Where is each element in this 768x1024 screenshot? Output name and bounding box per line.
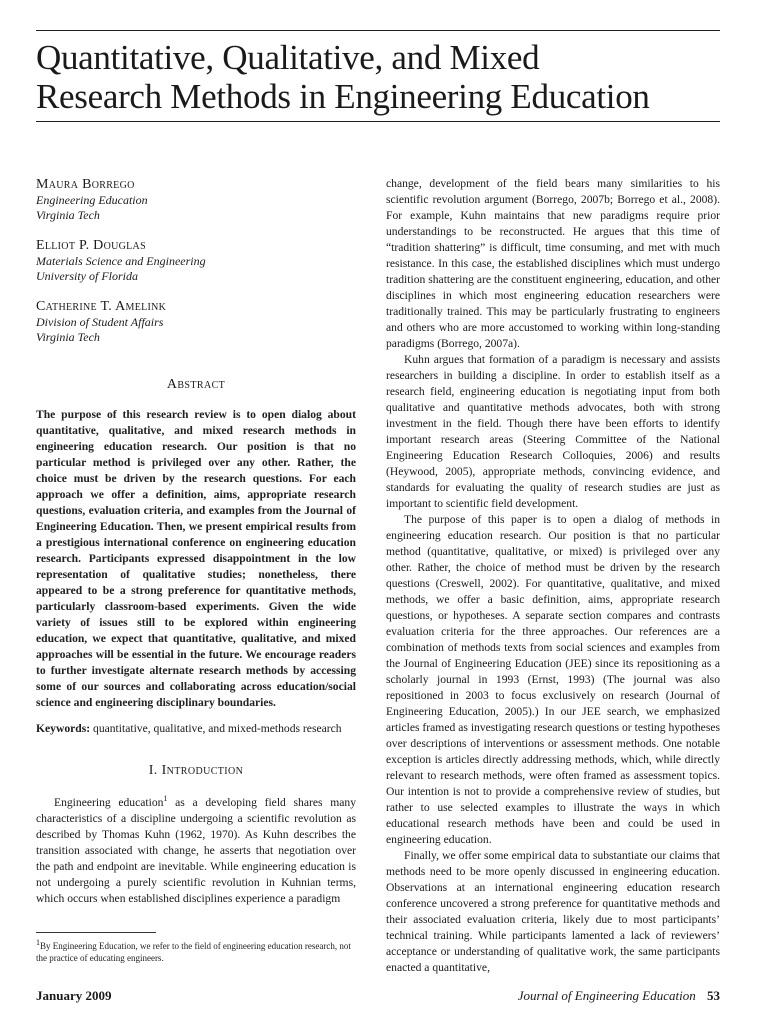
author-institution: Virginia Tech (36, 208, 100, 222)
author-institution: University of Florida (36, 269, 138, 283)
keywords-text: quantitative, qualitative, and mixed-methods research (93, 722, 342, 735)
author-block (36, 298, 356, 345)
body-paragraph: Finally, we offer some empirical data to substantiate our claims that methods need to be more openly discussed in engineering education. Observations at an international engineering education research conference uncovered a strong preference for quantitative methods and their associated evaluation criteria, likely due to most participants’ technical training. While participants lamented a lack of reviewers’ acceptance or understanding of qualitative work, the same participants enacted a quantitative, (386, 849, 720, 974)
intro-paragraph-start: Engineering education (54, 796, 164, 809)
author-name: Catherine T. Amelink (36, 299, 167, 314)
keywords (36, 721, 356, 737)
title-rule (36, 121, 720, 122)
page-number: 53 (707, 988, 720, 1003)
introduction-heading: I. Introduction (148, 763, 244, 778)
footnote (36, 940, 356, 964)
article-title (36, 38, 726, 116)
footnote-reference: 1 (163, 794, 168, 804)
top-rule (36, 30, 720, 31)
body-paragraph: Kuhn argues that formation of a paradigm is necessary and assists researchers in building a discipline. In order to establish itself as a research field, engineering education is negotiating input from both qualitative and quantitative methods advocates, both with strong investment in the field. Though there have been efforts to identify important research areas (Steering Committee of the National Engineering Education Research Colloquies, 2006) and results (Heywood, 2005), appropriate methods, convincing evidence, and standards for evaluating the quality of research studies are just as important to scientific field development. (386, 353, 720, 510)
footer-journal-info (518, 988, 720, 1004)
footnote-mark: 1 (36, 938, 40, 947)
title-line-1: Quantitative, Qualitative, and Mixed (36, 38, 540, 77)
intro-paragraph (36, 795, 356, 907)
author-name: Elliot P. Douglas (36, 238, 146, 253)
title-line-2: Research Methods in Engineering Education (36, 77, 650, 116)
author-affiliation: Engineering Education (36, 193, 148, 207)
abstract-heading: Abstract (166, 377, 226, 392)
abstract-text: The purpose of this research review is to open dialog about quantitative, qualitative, and mixed research methods in engineering education research. Our position is that no particular method is privileged over any other. Rather, the choice must be driven by the research questions. For each approach we offer a definition, aims, appropriate research questions, evaluation criteria, and examples from the Journal of Engineering Education. Then, we present empirical results from a prestigious international conference on engineering education research. Participants expressed disappointment in the low representation of qualitative studies; nonetheless, there appeared to be a strong preference for quantitative methods, particularly classroom-based experiments. Given the wide variety of issues still to be explored within engineering education, we expect that quantitative, qualitative, and mixed approaches will be essential in the future. We encourage readers to further investigate alternate research methods by accessing some of our sources and collaborating across education/social science and engineering disciplinary boundaries. (36, 408, 356, 709)
right-column (386, 176, 720, 976)
footnote-rule (36, 932, 156, 933)
body-paragraph: The purpose of this paper is to open a dialog of methods in engineering education research. Our position is that no particular method (quantitative, qualitative, or mixed) is privileged over any other. Rather, the choice of method must be driven by the research questions (Creswell, 2002). For quantitative, qualitative, and mixed methods, we offer a basic definition, aims, appropriate research questions, or hypotheses. A separate section compares and contrasts evaluation criteria for the three approaches. Our references are a combination of methods texts from social sciences and examples from the Journal of Engineering Education (JEE) since its repositioning as a scholarly journal in 1993 (Ernst, 1993) (The journal was also repositioned in 2003 to focus exclusively on research (Journal of Engineering Education, 2005).) In our JEE search, we emphasized articles framed as investigating research questions or testing hypotheses over descriptions of interventions or assessment methods. One notable exception is articles directly addressing methods, which, while directly relevant to research methods, were often framed as assessment topics. Our intention is not to provide a comprehensive review of studies, but rather to use selected examples to illustrate the ways in which educational research methods have been and could be used in engineering education. (386, 513, 720, 846)
author-affiliation: Materials Science and Engineering (36, 254, 206, 268)
footnote-text: By Engineering Education, we refer to the field of engineering education research, not the practice of educating engineers. (36, 941, 351, 963)
body-paragraph: change, development of the field bears many similarities to his scientific revolution argument (Borrego, 2007b; Borrego et al., 2008). For example, Kuhn maintains that new paradigms require prior understandings to be reconstructed. He argues that this time of “tradition shattering” is difficult, time consuming, and met with much resistance. In this case, the established disciplines which must undergo tradition shattering are the constituent engineering, education, and other disciplines in which most engineering education researchers were traditionally trained. This may be particularly frustrating to engineers and others who are more accustomed to working within long-standing paradigms (Borrego, 2007a). (386, 177, 720, 350)
author-institution: Virginia Tech (36, 330, 100, 344)
author-name: Maura Borrego (36, 177, 135, 192)
left-column (36, 176, 356, 907)
intro-paragraph-rest: as a developing field shares many characteristics of a discipline undergoing a scientific revolution as described by Thomas Kuhn (1962, 1970). As Kuhn describes the transition associated with change, he asserts that negotiation over the path and endpoint are inevitable. While engineering education is not undergoing a purely scientific revolution in Kuhnian terms, which occurs when established disciplines experience a paradigm (36, 796, 356, 905)
author-block (36, 176, 356, 223)
keywords-label: Keywords: (36, 722, 91, 735)
author-block (36, 237, 356, 284)
footer-date: January 2009 (36, 988, 112, 1003)
footer-journal: Journal of Engineering Education (517, 988, 696, 1003)
author-affiliation: Division of Student Affairs (36, 315, 164, 329)
